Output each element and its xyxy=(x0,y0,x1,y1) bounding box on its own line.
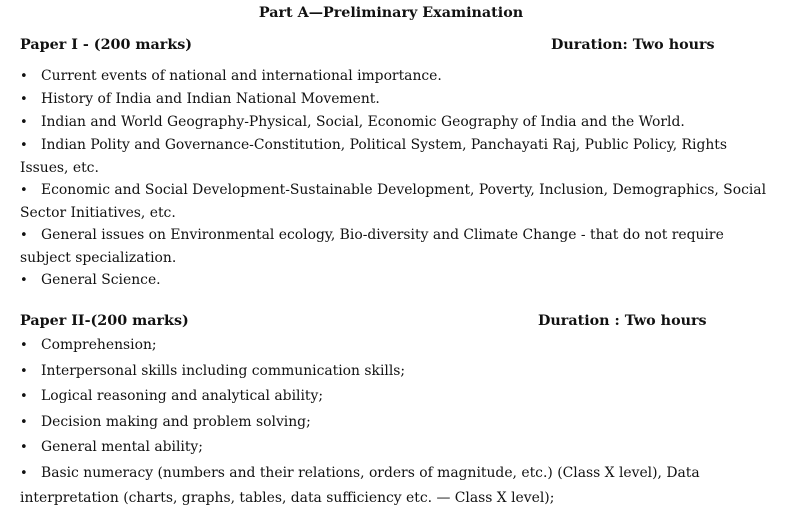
bullet-icon: • xyxy=(20,115,28,130)
list-item xyxy=(20,410,790,436)
list-item xyxy=(20,88,790,111)
bullet-icon: • xyxy=(20,138,28,153)
topic-text: Decision making and problem solving; xyxy=(41,413,311,430)
list-item xyxy=(20,224,725,269)
paper-2-duration: Duration : Two hours xyxy=(538,313,707,329)
paper-2-topic-list xyxy=(20,333,790,512)
topic-text: Logical reasoning and analytical ability; xyxy=(41,388,324,404)
bullet-icon: • xyxy=(20,69,28,84)
paper-1-heading: Paper I - (200 marks) xyxy=(20,37,193,53)
topic-text: General mental ability; xyxy=(41,439,203,455)
bullet-icon: • xyxy=(20,440,28,455)
bullet-icon: • xyxy=(20,465,28,481)
paper-1-duration: Duration: Two hours xyxy=(551,37,715,53)
list-item xyxy=(20,384,790,410)
topic-text: History of India and Indian National Movement. xyxy=(41,91,380,107)
list-item xyxy=(20,461,700,512)
list-item xyxy=(20,333,790,359)
topic-text: Interpersonal skills including communication skills; xyxy=(41,362,406,379)
bullet-icon: • xyxy=(20,389,28,404)
topic-text: Comprehension; xyxy=(41,337,157,353)
list-item xyxy=(20,65,790,88)
bullet-icon: • xyxy=(20,92,28,107)
list-item xyxy=(20,179,780,224)
list-item xyxy=(20,134,735,179)
bullet-icon: • xyxy=(20,414,28,430)
list-item xyxy=(20,111,790,134)
list-item xyxy=(20,435,790,461)
bullet-icon: • xyxy=(20,338,28,353)
bullet-icon: • xyxy=(20,228,28,243)
topic-text: Economic and Social Development-Sustainable Development, Poverty, Inclusion, Demographics, Social Sector Initiatives, etc. xyxy=(20,182,767,221)
topic-text: General Science. xyxy=(41,272,161,288)
bullet-icon: • xyxy=(20,183,28,198)
topic-text: Indian and World Geography-Physical, Social, Economic Geography of India and the World. xyxy=(41,114,685,130)
topic-text: General issues on Environmental ecology, Bio-diversity and Climate Change - that do not require subject specialization. xyxy=(20,227,724,266)
list-item xyxy=(20,359,790,385)
list-item xyxy=(20,269,790,292)
topic-text: Indian Polity and Governance-Constitution, Political System, Panchayati Raj, Public Policy, Rights Issues, etc. xyxy=(20,137,727,176)
paper-1-topic-list xyxy=(20,65,790,292)
page-title: Part A—Preliminary Examination xyxy=(258,5,524,21)
topic-text: Basic numeracy (numbers and their relations, orders of magnitude, etc.) (Class X level), Data interpretation (charts, graphs, tables, data sufficiency etc. — Class X level); xyxy=(20,464,700,506)
bullet-icon: • xyxy=(20,273,28,288)
topic-text: Current events of national and international importance. xyxy=(41,68,442,84)
paper-2-heading: Paper II-(200 marks) xyxy=(20,313,189,329)
bullet-icon: • xyxy=(20,363,28,379)
